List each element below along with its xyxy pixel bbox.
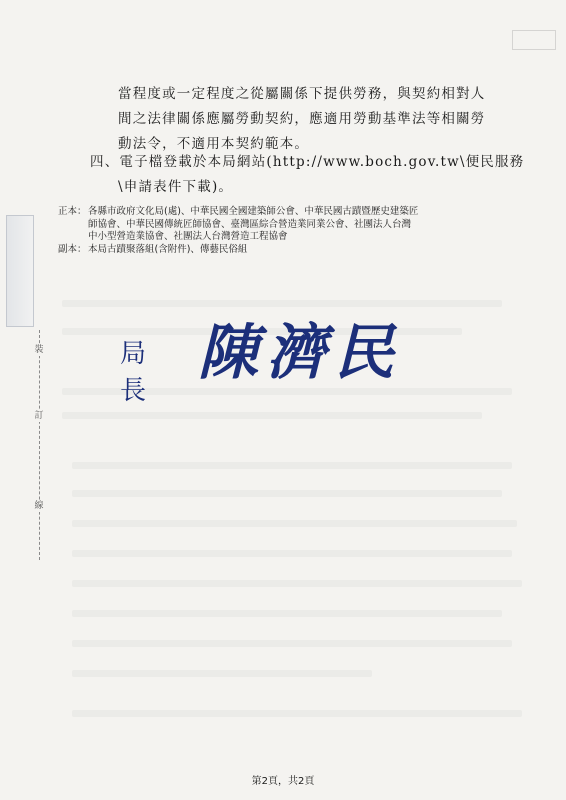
primary-line: 中小型營造業協會、社團法人台灣營造工程協會 [88, 231, 288, 242]
item-four-line1: 四、電子檔登載於本局網站(http://www.boch.gov.tw\便民服務 [90, 154, 525, 170]
corner-stamp [512, 30, 556, 50]
item-four [90, 150, 540, 200]
item-four-line2: \申請表件下載)。 [118, 179, 234, 195]
signature-name: 陳濟民 [198, 318, 402, 388]
binding-line [39, 330, 40, 560]
primary-label: 正本： [58, 206, 87, 217]
received-stamp [6, 215, 34, 327]
binding-char-2: 訂 [34, 411, 44, 421]
body-line: 當程度或一定程度之從屬關係下提供勞務，與契約相對人 [118, 86, 486, 102]
copy-label: 副本： [58, 243, 87, 255]
binding-char-3: 線 [34, 501, 44, 511]
binding-char-1: 裝 [34, 345, 44, 355]
copy-line: 本局古蹟聚落組(含附件)、傳藝民俗組 [88, 243, 248, 255]
primary-line: 師協會、中華民國傳統匠師協會、臺灣區綜合營造業同業公會、社團法人台灣 [88, 218, 412, 230]
primary-line: 各縣市政府文化局(處)、中華民國全國建築師公會、中華民國古蹟暨歷史建築匠 [88, 206, 419, 217]
signature-title: 局長 [120, 339, 149, 406]
page-number: 第2頁，共2頁 [251, 776, 315, 787]
body-paragraph [118, 82, 528, 157]
body-line: 動法令，不適用本契約範本。 [118, 136, 310, 152]
distribution-list [58, 206, 518, 256]
body-line: 間之法律關係應屬勞動契約，應適用勞動基準法等相關勞 [118, 111, 486, 127]
